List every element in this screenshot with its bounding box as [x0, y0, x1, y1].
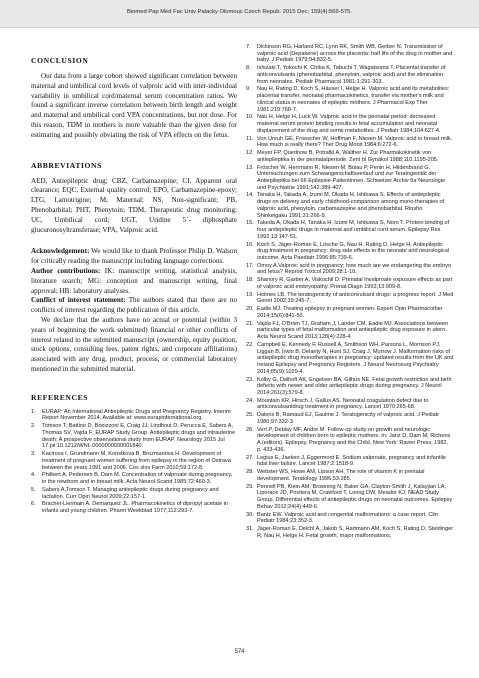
reference-number: 7. — [246, 44, 251, 50]
reference-item — [31, 472, 237, 485]
reference-item — [246, 512, 454, 525]
conclusion-section — [31, 56, 237, 141]
reference-text: Dalens B, Ramaud EJ, Gaulme J. Teratogenicity of valproic acid. J Pediatr 1980;97:332-3. — [257, 412, 440, 425]
reference-item — [246, 469, 454, 482]
reference-number: 27. — [246, 454, 254, 461]
reference-text: Nau H, Rating D, Koch S, Häuser I, Helge H. Valproic acid and its metabolites: placental transfer, neonatal pharmacokinetics, transfer via mother's milk and clinical status in neonates of epileptic mothers. J Pharmacol Exp Ther 1981;219:768-7. — [257, 86, 450, 113]
right-column — [246, 44, 454, 541]
reference-text: Meyer FP, Quednow B, Potrafki A, Walther H. Zur Pharmakokinetik von antiepileptika in der perinatalperiode. Zent bl Gynäkol 1988;110:1195-205. — [257, 150, 439, 163]
reference-number: 5. — [31, 486, 36, 493]
reference-item — [246, 86, 454, 113]
conflict-label: Conflict of interest statement: — [31, 296, 126, 305]
reference-number: 19. — [246, 291, 254, 298]
reference-number: 12. — [246, 150, 254, 157]
reference-item — [31, 409, 237, 422]
reference-text: Shanory R, Garber A, Viskochil D. Prenatal Invalproate exposure effects as part of valproic acid embryopathy. Prenat Diagn 1993;13:909-8. — [257, 277, 453, 290]
acknowledgement-section — [31, 247, 237, 374]
journal-citation: Biomed Pap Med Fac Univ Palacky Olomouc Czech Repub. 2015 Dec; 159(4):569-575. — [127, 9, 352, 15]
reference-number: 31. — [246, 526, 254, 533]
reference-text: Webster WS, Howe AM, Lipson AH. The role of vitamin K in prenatal development. Teratology 1996;53:285. — [257, 469, 425, 482]
reference-item — [246, 277, 454, 290]
reference-text: Dickinson RG, Harland RC, Lynn RK, Smith WB, Gerber N. Transmission of valproic acid (Depakene) across the placenta: half life of the drug in mother and baby. J Pediatr 1979;94:832-5. — [257, 44, 453, 64]
references-heading: REFERENCES — [31, 392, 89, 402]
reference-text: Vert P, Deblay MF, Andre M. Follow-up study on growth and neurologic development of children born to epileptic mothers. In: Janz D, Dam M, Richens A (editors). Epilepsy, Pregnancy and the Child. New York: Raven Press; 1982. p. 433-436. — [257, 426, 451, 453]
reference-number: 4. — [31, 472, 36, 479]
reference-text: Mountain KR, Hirsch J, Gallus AS. Neonatal coagulation defect due to anticonvulsantdrug treatment in pregnancy. Lancet 1970:265-68. — [257, 397, 429, 411]
reference-number: 18. — [246, 277, 254, 284]
reference-text: Eadie MJ. Treating epilepsy in pregnant women. Expert Opin Pharmacother 2014;15(6):841-50. — [257, 306, 443, 319]
page-number: 574 — [234, 649, 245, 655]
reference-number: 8. — [246, 65, 251, 72]
reference-item — [246, 398, 454, 411]
reference-text: Tomson T, Battino D, Bonizzoni E, Craig JJ, Lindhout D, Perucca E, Sabers A, Thomas SV, Vajda F; EURAP Study Group. Antiepileptic drugs and intrauterine death: A prospective observational study from EURAP. Neurology 2015 Jul 17.pii:10.1212/WNL.0000000000001840. — [42, 423, 236, 450]
reference-number: 21. — [246, 320, 254, 327]
reference-text: Von Unruh GE, Froescher W, Hoffman F, Niesen M. Valproic acid in breast milk. How much is really there? Ther Drug Monit 1984;6:272-6. — [257, 135, 453, 149]
reference-number: 29. — [246, 483, 254, 490]
references-section — [31, 393, 237, 515]
reference-text: Vajda FJ, O'Brien TJ, Graham J, Lander CM, Eadie MJ. Associations between particular types of fetal malformation and antiepileptic drug exposure in utero. Acta Neurol Scand 2013;128(4):228-4. — [257, 320, 449, 341]
acknowledgement-label: Acknowledgement: — [31, 247, 90, 256]
reference-item — [31, 423, 237, 450]
reference-text: Nau H, Helge H, Luck W. Valproic acid in the perinatal period: decreased maternal serum protein binding results in fetal accumulation and neonatal displacement of the drug and some metabolites. J Pediatr 1984;104:627-4. — [257, 114, 441, 134]
reference-text: Fröscher W, Herrmann R, Niesen M, Bülau P, Penin H, Hildenbrand G. Untersuchungen zum Schwangerschaftsverlauf und zur Teratogenität der Antiepileptika bei 66 Epilepsie-Patientinnen. Schweizer Archiv für Neurologie und Psychiatrie 1991;142:389-407. — [257, 164, 446, 191]
reference-item — [246, 484, 454, 511]
reference-number: 25. — [246, 412, 254, 419]
reference-number: 20. — [246, 306, 254, 313]
acknowledgement-text: We would like to thank Professor Philip D. Walson for critically reading the manuscript including language corrections. — [31, 247, 237, 266]
reference-number: 10. — [246, 114, 254, 121]
left-column — [31, 56, 237, 516]
reference-item — [246, 192, 454, 219]
journal-header — [0, 0, 479, 28]
reference-item — [246, 114, 454, 134]
reference-number: 28. — [246, 469, 254, 476]
reference-number: 6. — [31, 501, 36, 508]
reference-item — [246, 377, 454, 397]
reference-text: Pennell PB, Klein AM, Browning N, Baker GA, Clayton-Smith J, Kalayjian LA, Liporace JD, Privitera M, Crawford T, Loring DW, Meador KJ; NEAD Study Group. Differential effects of antiepileptic drugs on neonatal outcomes. Epilepsy Behav 2012;24(4):449-6. — [257, 483, 453, 510]
reference-item — [246, 150, 454, 163]
reference-number: 1. — [31, 408, 36, 415]
author-contributions-label: Author contributions: — [31, 266, 101, 275]
reference-number: 17. — [246, 262, 254, 269]
reference-item — [246, 306, 454, 319]
reference-text: Koch S, Jäger-Roman E, Lösche G, Nau H, Rating D, Helge H. Antiepileptic drug treatment in pregnancy: drug side effects in the neonate and neurological outcome. Acta Paediatr 1996;85:739-6. — [257, 241, 450, 261]
reference-item — [246, 165, 454, 192]
author-contributions-text: IK: manuscript writing, statistical analysis, literature search; MG: conception and manuscript writing, final approval; HB: laboratory analyses. — [31, 266, 237, 295]
reference-text: Brachet-Liermain A, Demarquez JL. Pharmacokinetics of dipropyl acetate in infants and young children. Pharm Weekblad 1977;112:293-7. — [42, 501, 228, 515]
reference-number: 9. — [246, 86, 251, 93]
conclusion-text: Our data from a large cohort showed significant correlation between maternal and umbilical cord levels of valproic acid with inter-individual variability in umbilical cord/maternal serum concentration ratios. We found a significant inverse correlation between birth length and weight and maternal and umbilical cord VPA concentrations, but not dose. For this reason, TDM in mothers is more valuable than the given dose for estimating and possibly obviating the risk of VPA effects on the fetus. — [31, 72, 237, 139]
conflict-paragraph — [31, 296, 237, 316]
reference-text: Ishizaki T, Yokochi K, Chiba K, Tabuchi T, Wagatsuma T. Placental transfer of anticonvulsants (phenobarbital, phenytoin, valproic acid) and the elimination from neonates. Pediatr Pharmacol 1981;1:291-303. — [257, 65, 446, 85]
reference-item — [31, 501, 237, 514]
reference-text: EURAP: An International Antiepileptic Drugs and Pregnancy Registry. Interim Report November 2014. Available at: www.eurapinternational.org. — [42, 408, 231, 422]
reference-number: 23. — [246, 376, 254, 383]
reference-number: 3. — [31, 451, 36, 458]
reference-text: Bantz EW. Valproic acid and congenital malformations: a case report. Clin Pediatr 1984;23:352-3. — [257, 511, 438, 525]
reference-number: 16. — [246, 241, 254, 248]
conclusion-heading: CONCLUSION — [31, 56, 89, 65]
reference-item — [31, 487, 237, 500]
reference-item — [246, 427, 454, 454]
reference-item — [246, 342, 454, 376]
reference-text: Kacirova I, Grundmann M, Koristkova B, Brozmanova H. Development of treatment of pregnant women suffering from epilepsy in the region of Ostrava between the years 1991 and 2006. Ces slov Farm 2010;59:172-8. — [42, 451, 231, 471]
reference-number: 30. — [246, 511, 254, 518]
reference-number: 2. — [31, 423, 36, 430]
abbreviations-section — [31, 161, 237, 236]
reference-text: Jäger-Roman E, Deichl A, Jakob S, Hartmann AM, Koch S, Rating D, Steldinger R, Nau H, Helge H. Fetal growth, major malformations, — [257, 526, 454, 539]
reference-item — [246, 44, 454, 64]
reference-text: Legius E, Jaeken J, Eggermont E. Sodium valproate, pregnancy and infantile fatal liver failure. Lancet 1987;2:1518-9. — [257, 454, 447, 468]
reference-item — [246, 65, 454, 85]
conflict-text: The authors stated that there are no conflicts of interest regarding the publication of this article. — [31, 296, 237, 315]
reference-number: 11. — [246, 135, 254, 142]
reference-number: 24. — [246, 397, 254, 404]
author-contributions-paragraph — [31, 267, 237, 296]
reference-item — [246, 263, 454, 276]
reference-item — [31, 451, 237, 471]
reference-number: 26. — [246, 426, 254, 433]
reference-number: 22. — [246, 341, 254, 348]
reference-text: Kolby G, Dalhoft AK, Engelsen BA, Gilhus NE. Fetal growth restriction and birth defects with newer and older antiepileptic drugs during pregnancy. J Neurol 2014;261(3):579-8. — [257, 376, 452, 396]
reference-item — [246, 412, 454, 425]
abbreviations-text: AED, Antiepileptic drug; CBZ, Carbamazepine; CI, Apparent oral clearance; EQC, External quality control; EPO, Carbamazepine-epoxy; LTG, Lamotrigine; M, Maternal; NS, Non-significant; PB, Phenobarbital; PHT, Phenytoin; TDM, Therapeutic drug monitoring; UC, Umbilical cord; UGT, Uridine 5´- diphosphate glucuronosyltransferase; VPA, Valproic acid. — [31, 176, 237, 234]
reference-text: Takeda A, Okada H, Tanaka H, Izumi M, Ishikawa S, Noro T. Protein binding of four antiepileptic drugs in maternal and umbilical cord serum. Epilepsy Res 1992;13:147-51. — [257, 220, 450, 240]
reference-item — [246, 136, 454, 149]
reference-text: Holmes LB. The teratogenicity of anticonvulsant drugs: a progress report. J Med Genet 2002;39:245-7. — [257, 291, 454, 305]
reference-item — [246, 242, 454, 262]
declaration-paragraph: We declare that the authors have no actual or potential (within 3 years of beginning the work submitted) financial or other conflicts of interest related to the submitted manuscript (ownership, equity position, stock options, consulting fees, patent rights, and corporate affiliations) associated with any drug, product, process, or commercial laboratory mentioned in the submitted material. — [31, 315, 237, 373]
reference-item — [246, 455, 454, 468]
acknowledgement-paragraph — [31, 247, 237, 267]
abbreviations-heading: ABBREVIATIONS — [31, 160, 102, 170]
reference-text: Sabers A,Tomson T. Managing antiepileptic drugs during pregnancy and lactation. Curr Opin Neurol 2009;22:157-1. — [42, 486, 219, 500]
reference-text: Philbert A, Pedersen B, Dam M. Concentration of valproate during pregnancy, in the newborn and in breast milk. Acta Neurol Scand 1985;72:460-3. — [42, 472, 233, 486]
reference-text: Omoy A.Valproic acid in pregnancy: how much are we endangering the embryo and fetus? Reprod Toxicol 2009;28:1-10. — [257, 262, 452, 276]
reference-number: 15. — [246, 220, 254, 227]
reference-item — [246, 321, 454, 341]
reference-text: Campbell E, Kennedy F, Russell A, Smithson WH, Parsons L, Morrison PJ, Liggan B, Irwin B, Delanty N, Hunt SJ, Craig J, Morrow J. Malformation risks of antiepileptic drug monotherapies in pregnancy: updated results from the UK and Ireland Epilepsy and Pregnancy Registers. J Neurol Neurosurg Psychiatry 2014;85(9):1029-4. — [257, 341, 454, 375]
references-list-left — [31, 409, 237, 515]
reference-number: 13. — [246, 164, 254, 171]
reference-item — [246, 220, 454, 240]
references-list-right — [246, 44, 454, 539]
reference-item — [246, 526, 454, 539]
reference-number: 14. — [246, 192, 254, 199]
reference-item — [246, 292, 454, 305]
reference-text: Tanaka H, Takada A, Izumi M, Okada H, Ishikawa S. Effects of antiepileptic drugs on delivery and early childhood-comparison among mono-therapies of valproic acid, phenytoin, carbamazepine and phenobarbital. Rinsho Shinkeigaku 1991;31:266-9. — [257, 192, 445, 219]
